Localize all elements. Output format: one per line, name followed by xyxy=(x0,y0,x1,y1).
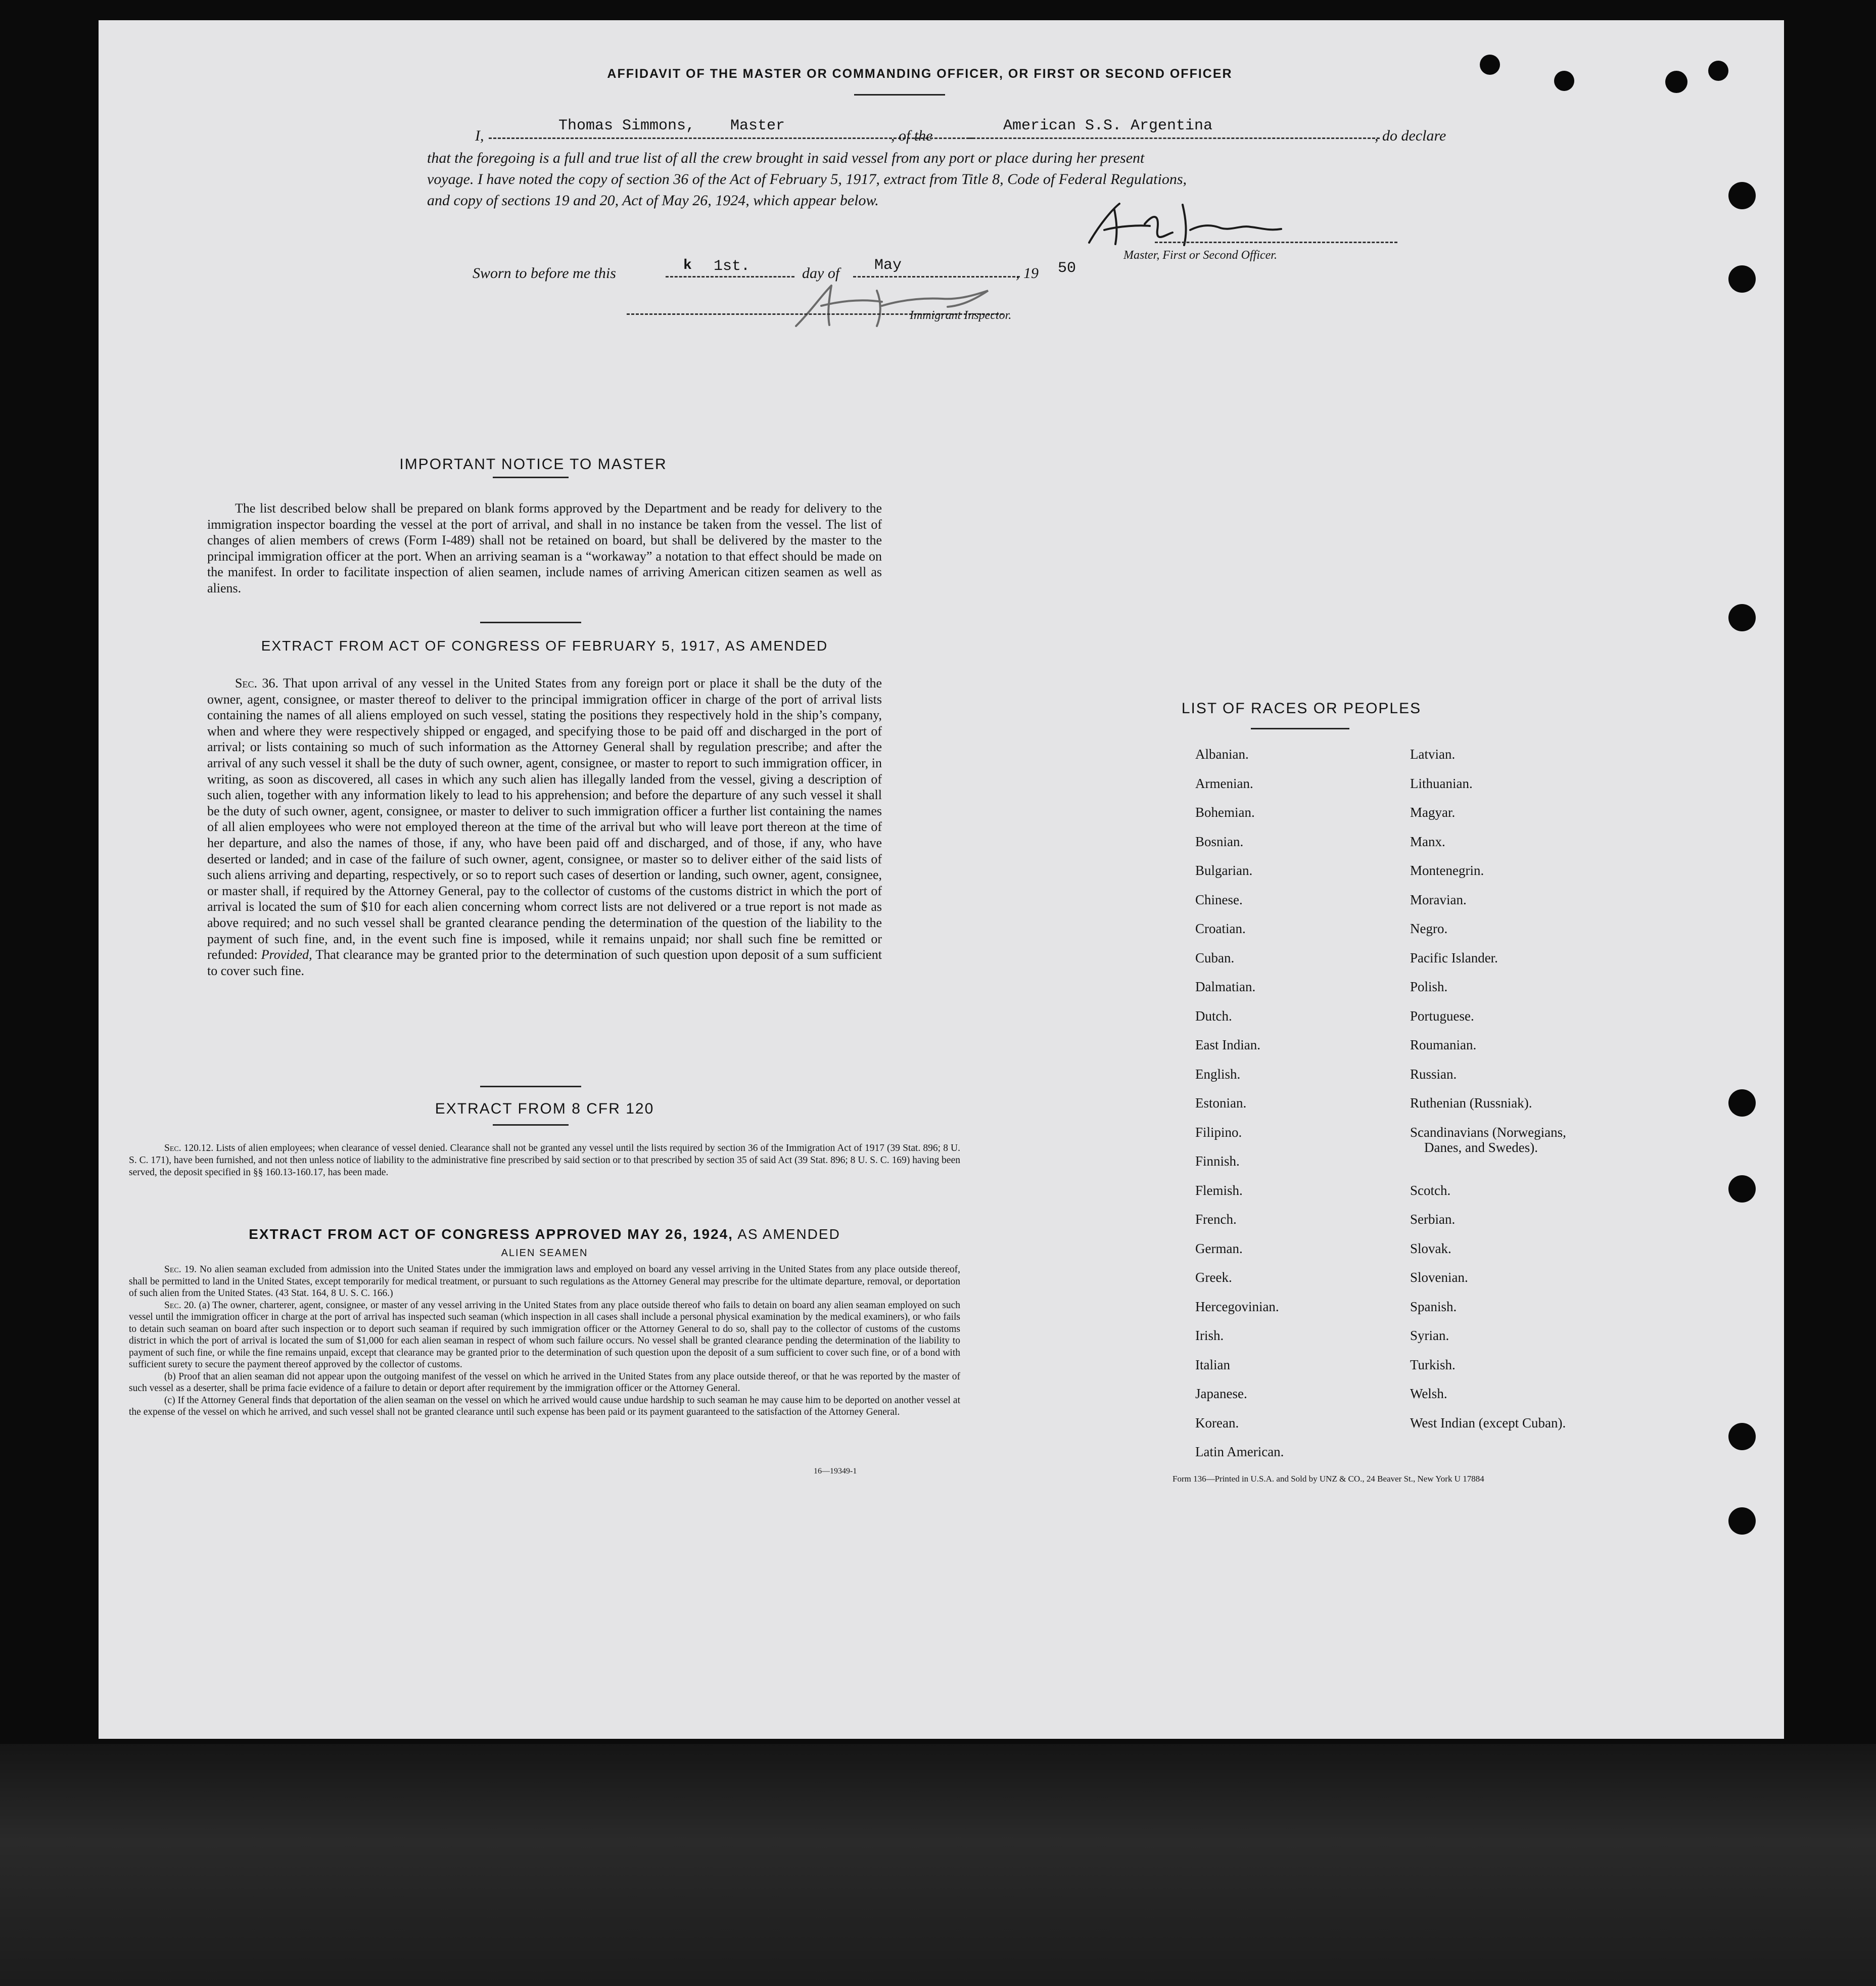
race-item: West Indian (except Cuban). xyxy=(1410,1415,1566,1430)
race-item: Negro. xyxy=(1410,921,1448,936)
punch-hole xyxy=(1728,1089,1756,1117)
punch-hole xyxy=(1728,1423,1756,1450)
master-name: Thomas Simmons, xyxy=(558,117,695,134)
sec-20c-paragraph: (c) If the Attorney General finds that deportation of the alien seaman on the vessel on which he arrived would cause undue hardship to such seaman he may cause him to be deported on another vessel at the expense of the vessel on which he arrived, and such vessel shall not be granted clearance until such expense has been paid or its payment guaranteed to the satisfaction of the Attorney General. xyxy=(129,1395,960,1417)
affidavit-i-label: I, xyxy=(475,127,484,144)
race-item: Magyar. xyxy=(1410,805,1456,820)
race-item: Serbian. xyxy=(1410,1212,1456,1227)
race-item: Scotch. xyxy=(1410,1182,1451,1198)
extract-cfr-rule xyxy=(493,1124,569,1126)
race-item: German. xyxy=(1195,1240,1243,1256)
officer-signature-line xyxy=(1155,242,1397,243)
race-item: Welsh. xyxy=(1410,1386,1447,1401)
scanner-background xyxy=(0,1744,1876,1986)
races-title: LIST OF RACES OR PEOPLES xyxy=(1181,700,1422,717)
race-item: French. xyxy=(1195,1212,1237,1227)
race-item: Latin American. xyxy=(1195,1444,1284,1459)
sec-20a-text: (a) The owner, charterer, agent, consignee, or master of any vessel arriving in the United States from any place outside thereof who fails to detain on board any alien seaman employed on such vessel until the immigration officer in charge at the port of arrival has inspected such seaman (which inspection in all cases shall include a personal physical examination by the medical examiners), or who fails to detain such seaman on board after such inspection or to deport such seaman if required by such immigration officer or the Attorney General to do so, shall pay to the collector of customs of the customs district in which the port of arrival is located the sum of $1,000 for each alien seaman in respect of whom such failure occurs. No vessel shall be granted clearance pending the determination of the liability to payment of such fine, or while the fine remains unpaid, except that clearance may be granted prior to the determination of such question upon the deposit of a sum sufficient to cover such fine, or of a bond with sufficient surety to secure the payment thereof approved by the collector of customs. xyxy=(129,1300,960,1370)
race-item: Slovenian. xyxy=(1410,1270,1468,1285)
vessel-name-line xyxy=(968,137,1380,139)
extract-1924-title-main: EXTRACT FROM ACT OF CONGRESS APPROVED MAY 26, 1924, xyxy=(249,1226,733,1242)
sworn-month: May xyxy=(874,257,902,274)
race-item: Portuguese. xyxy=(1410,1008,1474,1024)
race-item: Bohemian. xyxy=(1195,805,1255,820)
sec-20a-paragraph xyxy=(129,1300,960,1371)
extract-1924-title-amended: AS AMENDED xyxy=(737,1226,840,1242)
race-item: Bosnian. xyxy=(1195,834,1244,849)
manifest-page xyxy=(99,20,1784,1739)
race-item: Croatian. xyxy=(1195,921,1246,936)
race-item: Flemish. xyxy=(1195,1182,1243,1198)
punch-hole xyxy=(1480,55,1500,75)
race-item: Chinese. xyxy=(1195,892,1243,907)
race-item: Turkish. xyxy=(1410,1357,1456,1372)
print-code: 16—19349-1 xyxy=(814,1467,857,1475)
sec-19-label: Sec. 19. xyxy=(164,1264,197,1275)
extract-cfr-title: EXTRACT FROM 8 CFR 120 xyxy=(435,1100,654,1117)
sec-20-label: Sec. 20. xyxy=(164,1300,197,1311)
master-rank: Master xyxy=(730,117,785,134)
inspector-caption: Immigrant Inspector. xyxy=(910,309,1012,322)
race-item: Lithuanian. xyxy=(1410,775,1473,791)
race-item: Filipino. xyxy=(1195,1124,1242,1140)
race-item: Italian xyxy=(1195,1357,1230,1372)
race-item: Japanese. xyxy=(1195,1386,1247,1401)
sworn-day: 1st. xyxy=(714,258,751,275)
sec-20b-paragraph: (b) Proof that an alien seaman did not appear upon the outgoing manifest of the vessel on which he arrived in the United States from any place outside thereof, or that he was reported by the master of such vessel as a deserter, shall be prima facie evidence of a failure to detain or deport after requirement by the immigration officer or the Attorney General. xyxy=(129,1371,960,1394)
race-item: Russian. xyxy=(1410,1066,1457,1082)
of-the-label: , of the xyxy=(891,127,933,144)
race-item: Bulgarian. xyxy=(1195,863,1253,878)
extract-1924-body xyxy=(129,1264,960,1418)
sec-120-label: Sec. 120.12. xyxy=(164,1143,214,1153)
notice-end-rule xyxy=(480,622,581,623)
race-item: Spanish. xyxy=(1410,1299,1457,1314)
sec-36-text: That upon arrival of any vessel in the United States from any foreign port or place it shall be the duty of the owner, agent, consignee, or master thereof to deliver to the principal immigration officer in charge of the port of arrival lists containing the names of all aliens employed on such vessel, stating the positions they respectively hold in the ship’s company, when and where they were respectively shipped or engaged, and specifying those to be paid off and discharged in the port of arrival; or lists containing so much of such information as the Attorney General shall by regulation prescribe; and after the arrival of any such vessel it shall be the duty of such owner, agent, consignee, or master to report to such immigration officer, in writing, as soon as discovered, all cases in which any such alien has illegally landed from the vessel, giving a description of such alien, together with any information likely to lead to his apprehension; and before the departure of any such vessel it shall be the duty of such owner, agent, consignee, or master to deliver to such immigration officer a further list containing the names of all alien employees who were not employed thereon at the time of the arrival but who will leave port thereon at the time of her departure, and also the names of those, if any, who have been paid off and discharged, and of those, if any, who have deserted or landed; and in case of the failure of such owner, agent, consignee, or master so to deliver either of the said lists of such aliens arriving and departing, respectively, or so to report such cases of desertion or landing, such owner, agent, consignee, or master shall, if required by the Attorney General, pay to the collector of customs of the customs district in which the port of arrival is located the sum of $10 for each alien concerning whom correct lists are not delivered or a true report is not made as above required; and no such vessel shall be granted clearance pending the determination of the question of the liability to the payment of such fine, and, in the event such fine is imposed, while it remains unpaid; nor shall such fine be remitted or refunded: xyxy=(207,676,882,962)
inspector-signature xyxy=(781,275,1003,331)
alien-seamen-subtitle: ALIEN SEAMEN xyxy=(501,1248,588,1259)
provided-text: That clearance may be granted prior to the determination of such question upon deposit of a sum sufficient to cover such fine. xyxy=(207,947,882,978)
extract-cfr-body xyxy=(129,1142,960,1179)
race-item: East Indian. xyxy=(1195,1037,1260,1052)
sec-36-label: Sec. 36. xyxy=(235,676,278,690)
day-of-label: day of xyxy=(802,265,840,282)
punch-hole xyxy=(1728,1175,1756,1203)
year-prefix: , 19 xyxy=(1016,265,1039,282)
punch-hole xyxy=(1728,604,1756,631)
extract-1917-body xyxy=(207,675,882,979)
races-rule xyxy=(1251,728,1349,729)
notice-rule xyxy=(493,477,569,478)
race-item: Roumanian. xyxy=(1410,1037,1477,1052)
form-note: Form 136—Printed in U.S.A. and Sold by UNZ & CO., 24 Beaver St., New York U 17884 xyxy=(1172,1474,1484,1484)
race-item: Irish. xyxy=(1195,1328,1224,1343)
title-rule xyxy=(854,94,945,96)
race-item: Korean. xyxy=(1195,1415,1239,1430)
race-item: Finnish. xyxy=(1195,1153,1240,1169)
sworn-year: 50 xyxy=(1058,260,1076,277)
punch-hole xyxy=(1708,61,1728,81)
punch-hole xyxy=(1728,182,1756,209)
vessel-name: American S.S. Argentina xyxy=(1003,117,1213,134)
race-item: English. xyxy=(1195,1066,1241,1082)
race-item: Manx. xyxy=(1410,834,1445,849)
extract-1924-title xyxy=(129,1226,960,1242)
sworn-day-prefix: k xyxy=(683,258,692,273)
provided-label: Provided, xyxy=(261,947,312,962)
race-item: Dutch. xyxy=(1195,1008,1232,1024)
race-item: Latvian. xyxy=(1410,747,1456,762)
race-item: Armenian. xyxy=(1195,775,1253,791)
race-item: Cuban. xyxy=(1195,950,1235,965)
race-item: Moravian. xyxy=(1410,892,1467,907)
race-item: Syrian. xyxy=(1410,1328,1449,1343)
affidavit-body-line2: voyage. I have noted the copy of section 36 of the Act of February 5, 1917, extract from Title 8, Code of Federal Regulations, xyxy=(427,171,1187,188)
race-item: Albanian. xyxy=(1195,747,1249,762)
race-item: Hercegovinian. xyxy=(1195,1299,1279,1314)
punch-hole xyxy=(1554,71,1574,91)
officer-caption: Master, First or Second Officer. xyxy=(1123,249,1277,262)
notice-title: IMPORTANT NOTICE TO MASTER xyxy=(399,456,667,473)
affidavit-body-line1: that the foregoing is a full and true list of all the crew brought in said vessel from any port or place during her present xyxy=(427,150,1145,166)
affidavit-body-line3: and copy of sections 19 and 20, Act of May 26, 1924, which appear below. xyxy=(427,192,879,209)
race-item: Scandinavians (Norwegians, xyxy=(1410,1124,1566,1140)
sec-19-text: No alien seaman excluded from admission into the United States under the immigration laws and employed on board any vessel arriving in the United States from any place outside thereof, shall be permitted to land in the United States, except temporarily for medical treatment, or pursuant to such regulations as the Attorney General may prescribe for the ultimate departure, removal, or deportation of such alien from the United States. (43 Stat. 164, 8 U. S. C. 166.) xyxy=(129,1264,961,1299)
race-item: Pacific Islander. xyxy=(1410,950,1498,965)
race-item: Dalmatian. xyxy=(1195,979,1256,994)
race-item: Greek. xyxy=(1195,1270,1232,1285)
race-item: Polish. xyxy=(1410,979,1448,994)
punch-hole xyxy=(1728,1507,1756,1535)
race-item: Estonian. xyxy=(1195,1095,1247,1111)
punch-hole xyxy=(1728,265,1756,293)
punch-hole xyxy=(1665,71,1687,93)
race-item: Ruthenian (Russniak). xyxy=(1410,1095,1532,1111)
sworn-label: Sworn to before me this xyxy=(473,265,616,282)
notice-body: The list described below shall be prepared on blank forms approved by the Department and be ready for delivery to the immigration inspector boarding the vessel at the port of arrival, and shall in no instance be taken from the vessel. The list of changes of alien members of crews (Form I-489) shall not be retained on board, but shall be delivered by the master to the principal immigration officer at the port. When an arriving seaman is a “workaway” a notation to that effect should be made on the manifest. In order to facilitate inspection of alien seamen, include names of arriving American citizen seamen as well as aliens. xyxy=(207,501,882,595)
race-item: Danes, and Swedes). xyxy=(1424,1139,1538,1155)
affidavit-title: AFFIDAVIT OF THE MASTER OR COMMANDING OFFICER, OR FIRST OR SECOND OFFICER xyxy=(607,67,1233,81)
sworn-day-line xyxy=(666,276,794,278)
extract-1917-title: EXTRACT FROM ACT OF CONGRESS OF FEBRUARY 5, 1917, AS AMENDED xyxy=(261,638,828,654)
sec-19-paragraph xyxy=(129,1264,960,1300)
race-item: Slovak. xyxy=(1410,1240,1451,1256)
race-item: Montenegrin. xyxy=(1410,863,1484,878)
sec-120-text: Lists of alien employees; when clearance of vessel denied. Clearance shall not be granted any vessel until the lists required by section 36 of the Immigration Act of 1917 (39 Stat. 896; 8 U. S. C. 171), have been furnished, and not then unless notice of liability to the administrative fine prescribed by said section or to that prescribed by section 35 of said Act (39 Stat. 896; 8 U. S. C. 169) having been served, the deposit specified in §§ 160.13-160.17, has been made. xyxy=(129,1143,961,1178)
do-declare-label: , do declare xyxy=(1375,127,1446,144)
extract-1917-end-rule xyxy=(480,1086,581,1087)
